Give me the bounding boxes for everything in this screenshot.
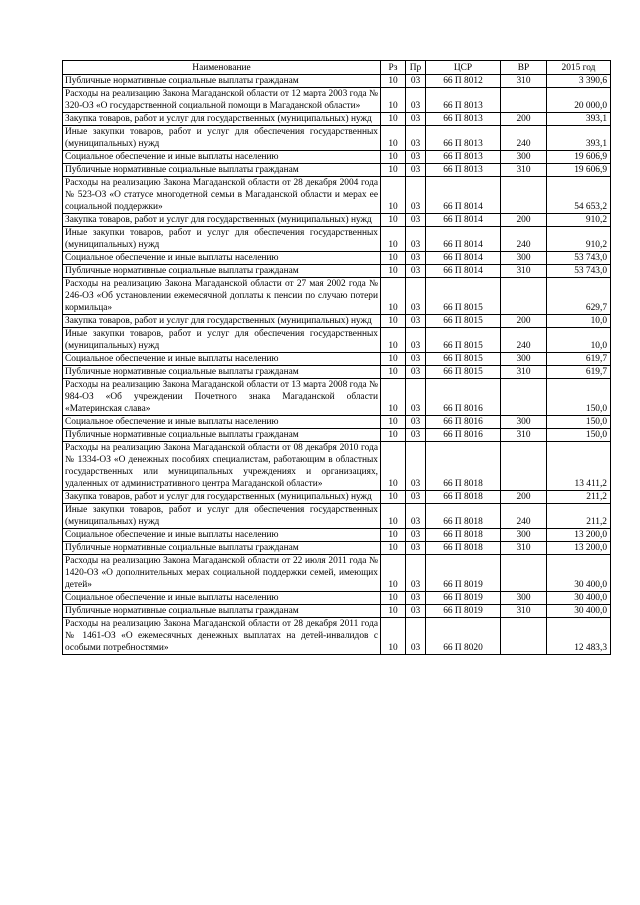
cell-vr: 300 xyxy=(501,252,547,265)
cell-pr: 03 xyxy=(406,252,426,265)
cell-amount: 629,7 xyxy=(547,278,611,315)
cell-rz: 10 xyxy=(381,126,406,151)
cell-amount: 19 606,9 xyxy=(547,151,611,164)
cell-pr: 03 xyxy=(406,379,426,416)
cell-vr xyxy=(501,379,547,416)
cell-rz: 10 xyxy=(381,214,406,227)
cell-pr: 03 xyxy=(406,265,426,278)
cell-pr: 03 xyxy=(406,529,426,542)
cell-csr: 66 П 8012 xyxy=(426,75,501,88)
cell-rz: 10 xyxy=(381,504,406,529)
cell-name: Публичные нормативные социальные выплаты гражданам xyxy=(63,75,381,88)
cell-amount: 910,2 xyxy=(547,214,611,227)
cell-name: Иные закупки товаров, работ и услуг для обеспечения государственных (муниципальных) нужд xyxy=(63,504,381,529)
cell-rz: 10 xyxy=(381,429,406,442)
table-row xyxy=(63,592,611,605)
cell-csr: 66 П 8014 xyxy=(426,227,501,252)
cell-name: Расходы на реализацию Закона Магаданской области от 27 мая 2002 года № 246-ОЗ «Об установлении ежемесячной доплаты к пенсии по случаю потери кормильца» xyxy=(63,278,381,315)
table-row xyxy=(63,555,611,592)
table-row xyxy=(63,442,611,491)
cell-pr: 03 xyxy=(406,442,426,491)
budget-document-page xyxy=(62,60,610,655)
cell-vr: 240 xyxy=(501,504,547,529)
cell-amount: 19 606,9 xyxy=(547,164,611,177)
cell-pr: 03 xyxy=(406,214,426,227)
cell-name: Публичные нормативные социальные выплаты гражданам xyxy=(63,429,381,442)
cell-csr: 66 П 8020 xyxy=(426,618,501,655)
cell-pr: 03 xyxy=(406,177,426,214)
cell-rz: 10 xyxy=(381,315,406,328)
table-row xyxy=(63,113,611,126)
cell-amount: 10,0 xyxy=(547,328,611,353)
table-row xyxy=(63,529,611,542)
header-row xyxy=(63,61,611,75)
cell-amount: 30 400,0 xyxy=(547,592,611,605)
cell-pr: 03 xyxy=(406,278,426,315)
cell-csr: 66 П 8014 xyxy=(426,252,501,265)
cell-pr: 03 xyxy=(406,315,426,328)
cell-name: Социальное обеспечение и иные выплаты населению xyxy=(63,529,381,542)
cell-rz: 10 xyxy=(381,491,406,504)
cell-pr: 03 xyxy=(406,126,426,151)
cell-name: Расходы на реализацию Закона Магаданской области от 28 декабря 2004 года № 523-ОЗ «О статусе многодетной семьи в Магаданской области и мерах ее социальной поддержки» xyxy=(63,177,381,214)
cell-csr: 66 П 8014 xyxy=(426,265,501,278)
table-row xyxy=(63,542,611,555)
cell-amount: 13 200,0 xyxy=(547,542,611,555)
cell-csr: 66 П 8014 xyxy=(426,177,501,214)
cell-amount: 150,0 xyxy=(547,416,611,429)
cell-rz: 10 xyxy=(381,618,406,655)
cell-csr: 66 П 8018 xyxy=(426,504,501,529)
cell-vr: 300 xyxy=(501,151,547,164)
cell-pr: 03 xyxy=(406,164,426,177)
cell-name: Расходы на реализацию Закона Магаданской области от 22 июля 2011 года № 1420-ОЗ «О дополнительных мерах социальной поддержки семей, имеющих детей» xyxy=(63,555,381,592)
cell-vr: 200 xyxy=(501,491,547,504)
cell-vr: 300 xyxy=(501,353,547,366)
cell-rz: 10 xyxy=(381,278,406,315)
cell-vr xyxy=(501,442,547,491)
cell-csr: 66 П 8013 xyxy=(426,151,501,164)
cell-csr: 66 П 8018 xyxy=(426,491,501,504)
cell-amount: 393,1 xyxy=(547,126,611,151)
cell-pr: 03 xyxy=(406,328,426,353)
cell-amount: 53 743,0 xyxy=(547,265,611,278)
cell-name: Закупка товаров, работ и услуг для государственных (муниципальных) нужд xyxy=(63,315,381,328)
cell-csr: 66 П 8015 xyxy=(426,315,501,328)
cell-name: Иные закупки товаров, работ и услуг для обеспечения государственных (муниципальных) нужд xyxy=(63,227,381,252)
cell-csr: 66 П 8019 xyxy=(426,605,501,618)
cell-pr: 03 xyxy=(406,542,426,555)
cell-pr: 03 xyxy=(406,429,426,442)
cell-pr: 03 xyxy=(406,618,426,655)
cell-rz: 10 xyxy=(381,605,406,618)
cell-pr: 03 xyxy=(406,88,426,113)
cell-rz: 10 xyxy=(381,542,406,555)
cell-vr: 200 xyxy=(501,113,547,126)
cell-name: Социальное обеспечение и иные выплаты населению xyxy=(63,416,381,429)
header-amount: 2015 год xyxy=(547,61,611,75)
cell-rz: 10 xyxy=(381,227,406,252)
cell-name: Закупка товаров, работ и услуг для государственных (муниципальных) нужд xyxy=(63,491,381,504)
cell-csr: 66 П 8019 xyxy=(426,592,501,605)
cell-pr: 03 xyxy=(406,113,426,126)
cell-csr: 66 П 8019 xyxy=(426,555,501,592)
cell-rz: 10 xyxy=(381,113,406,126)
cell-name: Публичные нормативные социальные выплаты гражданам xyxy=(63,605,381,618)
header-vr: ВР xyxy=(501,61,547,75)
cell-rz: 10 xyxy=(381,252,406,265)
cell-amount: 30 400,0 xyxy=(547,605,611,618)
cell-pr: 03 xyxy=(406,75,426,88)
cell-vr: 300 xyxy=(501,529,547,542)
cell-amount: 150,0 xyxy=(547,379,611,416)
cell-rz: 10 xyxy=(381,164,406,177)
table-row xyxy=(63,504,611,529)
table-row xyxy=(63,214,611,227)
table-row xyxy=(63,328,611,353)
cell-pr: 03 xyxy=(406,416,426,429)
cell-amount: 211,2 xyxy=(547,504,611,529)
cell-rz: 10 xyxy=(381,592,406,605)
cell-amount: 30 400,0 xyxy=(547,555,611,592)
cell-name: Социальное обеспечение и иные выплаты населению xyxy=(63,353,381,366)
cell-name: Иные закупки товаров, работ и услуг для обеспечения государственных (муниципальных) нужд xyxy=(63,126,381,151)
cell-pr: 03 xyxy=(406,555,426,592)
budget-table xyxy=(62,60,611,655)
table-row xyxy=(63,164,611,177)
cell-vr: 300 xyxy=(501,592,547,605)
cell-rz: 10 xyxy=(381,442,406,491)
cell-vr: 310 xyxy=(501,366,547,379)
cell-vr xyxy=(501,88,547,113)
cell-amount: 910,2 xyxy=(547,227,611,252)
cell-rz: 10 xyxy=(381,151,406,164)
cell-csr: 66 П 8016 xyxy=(426,429,501,442)
cell-amount: 3 390,6 xyxy=(547,75,611,88)
cell-name: Социальное обеспечение и иные выплаты населению xyxy=(63,151,381,164)
cell-pr: 03 xyxy=(406,353,426,366)
cell-pr: 03 xyxy=(406,592,426,605)
cell-vr: 310 xyxy=(501,265,547,278)
cell-amount: 20 000,0 xyxy=(547,88,611,113)
table-row xyxy=(63,429,611,442)
cell-amount: 53 743,0 xyxy=(547,252,611,265)
table-row xyxy=(63,605,611,618)
cell-name: Социальное обеспечение и иные выплаты населению xyxy=(63,252,381,265)
table-row xyxy=(63,151,611,164)
cell-csr: 66 П 8013 xyxy=(426,126,501,151)
table-row xyxy=(63,265,611,278)
cell-rz: 10 xyxy=(381,353,406,366)
table-body xyxy=(63,75,611,655)
table-header xyxy=(63,61,611,75)
cell-pr: 03 xyxy=(406,491,426,504)
cell-vr: 200 xyxy=(501,214,547,227)
cell-amount: 619,7 xyxy=(547,353,611,366)
cell-name: Расходы на реализацию Закона Магаданской области от 08 декабря 2010 года № 1334-ОЗ «О денежных пособиях специалистам, работающим в областных государственных или муниципальных учреждениях и организациях, удаленных от административного центра Магаданской области» xyxy=(63,442,381,491)
cell-csr: 66 П 8014 xyxy=(426,214,501,227)
cell-rz: 10 xyxy=(381,416,406,429)
table-row xyxy=(63,491,611,504)
cell-name: Иные закупки товаров, работ и услуг для обеспечения государственных (муниципальных) нужд xyxy=(63,328,381,353)
cell-amount: 10,0 xyxy=(547,315,611,328)
table-row xyxy=(63,353,611,366)
cell-csr: 66 П 8015 xyxy=(426,328,501,353)
cell-csr: 66 П 8016 xyxy=(426,416,501,429)
cell-vr: 240 xyxy=(501,227,547,252)
cell-vr: 310 xyxy=(501,542,547,555)
cell-vr: 310 xyxy=(501,605,547,618)
table-row xyxy=(63,366,611,379)
cell-csr: 66 П 8013 xyxy=(426,113,501,126)
table-row xyxy=(63,177,611,214)
cell-vr: 300 xyxy=(501,416,547,429)
cell-amount: 150,0 xyxy=(547,429,611,442)
cell-vr xyxy=(501,555,547,592)
cell-pr: 03 xyxy=(406,504,426,529)
cell-amount: 619,7 xyxy=(547,366,611,379)
cell-name: Расходы на реализацию Закона Магаданской области от 13 марта 2008 года № 984-ОЗ «Об учреждении Почетного знака Магаданской области «Материнская слава» xyxy=(63,379,381,416)
cell-vr: 310 xyxy=(501,75,547,88)
cell-rz: 10 xyxy=(381,328,406,353)
cell-csr: 66 П 8013 xyxy=(426,164,501,177)
cell-vr xyxy=(501,278,547,315)
table-row xyxy=(63,126,611,151)
cell-rz: 10 xyxy=(381,379,406,416)
cell-name: Публичные нормативные социальные выплаты гражданам xyxy=(63,164,381,177)
cell-amount: 12 483,3 xyxy=(547,618,611,655)
cell-amount: 211,2 xyxy=(547,491,611,504)
table-row xyxy=(63,252,611,265)
cell-rz: 10 xyxy=(381,177,406,214)
table-row xyxy=(63,88,611,113)
cell-rz: 10 xyxy=(381,75,406,88)
header-name: Наименование xyxy=(63,61,381,75)
cell-vr xyxy=(501,177,547,214)
header-csr: ЦСР xyxy=(426,61,501,75)
cell-name: Расходы на реализацию Закона Магаданской области от 28 декабря 2011 года № 1461-ОЗ «О ежемесячных денежных выплатах на детей-инвалидов с особыми потребностями» xyxy=(63,618,381,655)
cell-csr: 66 П 8018 xyxy=(426,529,501,542)
cell-pr: 03 xyxy=(406,227,426,252)
cell-name: Публичные нормативные социальные выплаты гражданам xyxy=(63,366,381,379)
cell-name: Публичные нормативные социальные выплаты гражданам xyxy=(63,265,381,278)
cell-amount: 54 653,2 xyxy=(547,177,611,214)
cell-pr: 03 xyxy=(406,605,426,618)
cell-rz: 10 xyxy=(381,265,406,278)
cell-csr: 66 П 8015 xyxy=(426,353,501,366)
cell-name: Публичные нормативные социальные выплаты гражданам xyxy=(63,542,381,555)
cell-rz: 10 xyxy=(381,529,406,542)
cell-vr: 240 xyxy=(501,328,547,353)
cell-csr: 66 П 8013 xyxy=(426,88,501,113)
cell-csr: 66 П 8016 xyxy=(426,379,501,416)
table-row xyxy=(63,278,611,315)
cell-vr xyxy=(501,618,547,655)
cell-rz: 10 xyxy=(381,88,406,113)
cell-csr: 66 П 8018 xyxy=(426,442,501,491)
header-rz: Рз xyxy=(381,61,406,75)
table-row xyxy=(63,416,611,429)
cell-name: Закупка товаров, работ и услуг для государственных (муниципальных) нужд xyxy=(63,113,381,126)
cell-csr: 66 П 8015 xyxy=(426,278,501,315)
table-row xyxy=(63,618,611,655)
cell-amount: 13 411,2 xyxy=(547,442,611,491)
cell-rz: 10 xyxy=(381,366,406,379)
table-row xyxy=(63,379,611,416)
cell-amount: 13 200,0 xyxy=(547,529,611,542)
cell-pr: 03 xyxy=(406,151,426,164)
cell-vr: 200 xyxy=(501,315,547,328)
cell-vr: 310 xyxy=(501,164,547,177)
cell-vr: 310 xyxy=(501,429,547,442)
table-row xyxy=(63,227,611,252)
cell-vr: 240 xyxy=(501,126,547,151)
header-pr: Пр xyxy=(406,61,426,75)
cell-rz: 10 xyxy=(381,555,406,592)
table-row xyxy=(63,315,611,328)
cell-name: Социальное обеспечение и иные выплаты населению xyxy=(63,592,381,605)
cell-pr: 03 xyxy=(406,366,426,379)
cell-csr: 66 П 8018 xyxy=(426,542,501,555)
table-row xyxy=(63,75,611,88)
cell-name: Закупка товаров, работ и услуг для государственных (муниципальных) нужд xyxy=(63,214,381,227)
cell-csr: 66 П 8015 xyxy=(426,366,501,379)
cell-name: Расходы на реализацию Закона Магаданской области от 12 марта 2003 года № 320-ОЗ «О государственной социальной помощи в Магаданской области» xyxy=(63,88,381,113)
cell-amount: 393,1 xyxy=(547,113,611,126)
